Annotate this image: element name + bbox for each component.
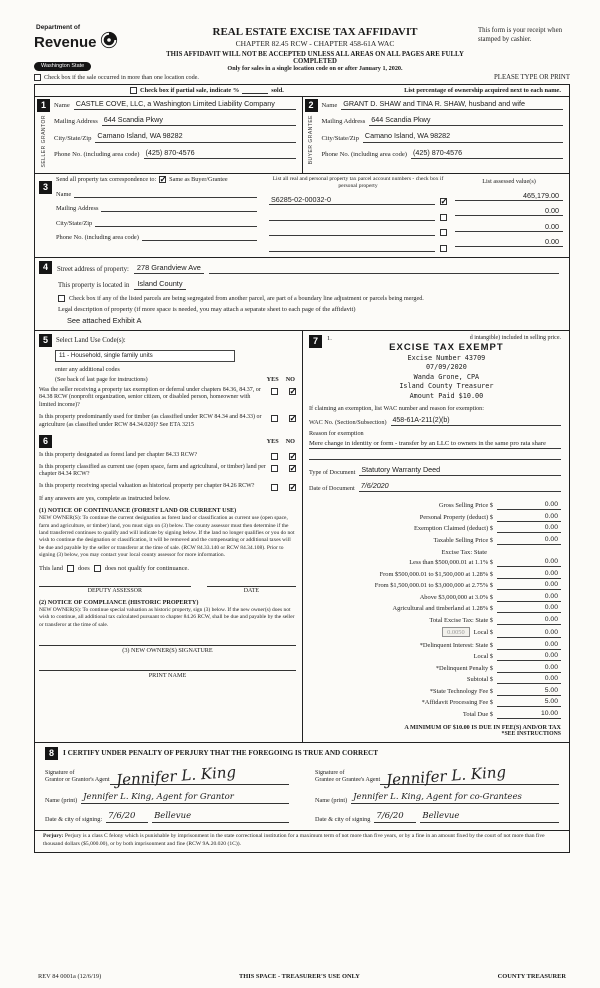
excise-tax-exempt-stamp: EXCISE TAX EXEMPT xyxy=(389,341,504,353)
grantee-date-city-label: Date & city of signing xyxy=(315,816,371,824)
list-item-prefix: 1. xyxy=(327,334,332,342)
notice-of-continuance-title: (1) NOTICE OF CONTINUANCE (FOREST LAND OR CURRENT USE) xyxy=(39,507,237,515)
current-use-question: Is this property classified as current use (open space, farm and agricultural, or timber) land per chapter 84.34 RCW? xyxy=(39,463,266,478)
send-correspondence-label: Send all property tax correspondence to: xyxy=(56,176,157,184)
personal-property-checkbox[interactable] xyxy=(440,214,447,221)
section-6-number: 6 xyxy=(39,435,52,448)
assessed-value-field[interactable]: 0.00 xyxy=(455,206,563,216)
yes-checkbox[interactable] xyxy=(271,453,278,460)
excise-stamp-area xyxy=(309,333,561,402)
buyer-city-label: City/State/Zip xyxy=(321,134,359,142)
does-qualify-checkbox[interactable] xyxy=(67,565,74,572)
grantor-signature: Jennifer L. King xyxy=(115,762,237,790)
seller-phone-label: Phone No. (including area code) xyxy=(54,151,140,159)
yes-checkbox[interactable] xyxy=(271,484,278,491)
personal-property-checkbox[interactable] xyxy=(440,229,447,236)
segregated-label: Check box if any of the listed parcels are being segregated from another parcel, are part of a boundary line adjustment or parcels being merged. xyxy=(69,294,424,302)
forest-land-question: Is this property designated as forest land per chapter 84.33 RCW? xyxy=(39,451,198,458)
dor-logo xyxy=(34,24,152,72)
revenue-wordmark: Revenue xyxy=(34,34,97,51)
selling-price-line-fragment: d intangible) included in selling price. xyxy=(469,334,561,341)
new-owner-signature-line[interactable]: (3) NEW OWNER(S) SIGNATURE xyxy=(39,645,296,654)
section-2-number: 2 xyxy=(305,99,318,112)
minimum-due-note: A MINIMUM OF $10.00 IS DUE IN FEE(S) AND/OR TAX xyxy=(404,723,561,731)
section-7-number: 7 xyxy=(309,335,322,348)
buyer-phone-field[interactable]: (425) 870-4576 xyxy=(411,148,563,159)
grantee-date-field[interactable]: 7/6/20 xyxy=(374,811,416,823)
total-due-field[interactable]: 10.00 xyxy=(497,710,561,719)
tier1-tax-field[interactable]: 0.00 xyxy=(497,558,561,567)
tier4-tax-field[interactable]: 0.00 xyxy=(497,593,561,602)
parcel-number-field[interactable] xyxy=(269,242,435,252)
grantee-signature-field[interactable] xyxy=(380,762,559,790)
grantor-name-print-field[interactable]: Jennifer L. King, Agent for Grantor xyxy=(81,792,289,804)
personal-property-checkbox[interactable] xyxy=(440,245,447,252)
buyer-city-field[interactable]: Camano Island, WA 98282 xyxy=(363,131,563,142)
dor-swirl-icon xyxy=(100,31,118,54)
affidavit-processing-fee-field[interactable]: 5.00 xyxy=(497,698,561,707)
notice-of-compliance-text: NEW OWNER(S): To continue special valuation as historic property, sign (3) below. If the new owner(s) does not wish to continue, all additional tax calculated pursuant to chapter 84.26 RCW, shall be due and payable by the seller or transferor at the time of sale. xyxy=(39,606,295,628)
seller-grantor-vertical-label: SELLER GRANTOR xyxy=(40,114,47,168)
correspondence-address-field[interactable] xyxy=(101,204,257,212)
treasurer-space-note: THIS SPACE - TREASURER'S USE ONLY xyxy=(239,973,360,980)
multi-location-label: Check box if the sale occurred in more than one location code. xyxy=(44,74,199,81)
seller-name-label: Name xyxy=(54,102,70,110)
notice-of-continuance-text: NEW OWNER(S): To continue the current designation as forest land or classification as current use (open space, farm and agriculture, or timber) land, you must sign on (3) below. The county assessor must then determine if the land transferred continues to qualify and will indicate by signing below. If the land no longer qualifies or you do not wish to continue the designation or classification, it will be removed and the compensating or additional taxes will be due and payable by the seller or transferor at the time of sale. (RCW 84.33.140 or RCW 84.34.108). Prior to signing (3) below, you may contact your local county assessor for more information. xyxy=(39,515,295,559)
assessed-values-header: List assessed value(s) xyxy=(482,178,536,186)
exemption-claimed-field[interactable]: 0.00 xyxy=(497,524,561,533)
partial-sale-percent-field[interactable] xyxy=(242,87,268,94)
grantee-name-print-field[interactable]: Jennifer L. King, Agent for co-Grantees xyxy=(351,792,559,804)
yes-checkbox[interactable] xyxy=(271,415,278,422)
partial-sale-suffix: sold. xyxy=(271,86,284,94)
section-3-number: 3 xyxy=(39,181,52,194)
stamp-date: 07/09/2020 xyxy=(425,363,467,372)
grantee-signature-block: Signature of Grantee or Grantee's Agent Jennifer L. King Name (print) Jennifer L. King, Agent for co-Grantees Date & city of signing 7/6/20 Bellevue xyxy=(315,770,559,824)
legal-description-label: Legal description of property (if more space is needed, you may attach a separate sheet to each page of the affidavit) xyxy=(58,305,356,313)
county-treasurer-label: COUNTY TREASURER xyxy=(497,973,566,980)
form-revision-number: REV 84 0001a (12/6/19) xyxy=(38,973,102,980)
does-not-qualify-checkbox[interactable] xyxy=(94,565,101,572)
washington-state-banner: Washington State xyxy=(34,62,91,71)
buyer-address-label: Mailing Address xyxy=(321,118,366,126)
correspondence-city-field[interactable] xyxy=(95,219,257,227)
legal-description-value[interactable]: See attached Exhibit A xyxy=(67,315,142,325)
yes-checkbox[interactable] xyxy=(271,388,278,395)
does-label: does xyxy=(77,564,90,572)
seller-address-label: Mailing Address xyxy=(54,118,98,126)
exemption-deferral-question: Was the seller receiving a property tax exemption or deferral under chapters 84.36, 84.37, or 84.38 RCW (nonprofit organization, senior citizen, or disabled person, homeowner with limited income)? xyxy=(39,386,261,409)
seller-section xyxy=(35,97,302,173)
local-tax-field[interactable]: 0.00 xyxy=(497,629,561,638)
date-of-document-field[interactable]: 7/6/2020 xyxy=(359,481,561,492)
receipt-note: This form is your receipt when stamped by cashier. xyxy=(478,27,562,43)
treasurer-title: Island County Treasurer xyxy=(399,382,494,391)
buyer-name-field[interactable]: GRANT D. SHAW and TINA R. SHAW, husband and wife xyxy=(341,99,563,110)
no-checkbox[interactable] xyxy=(289,484,296,491)
excise-number: Excise Number 43709 xyxy=(407,353,486,362)
see-back-note: (See back of last page for instructions) xyxy=(55,376,148,383)
buyer-address-field[interactable]: 644 Scandia Pkwy xyxy=(369,115,563,126)
personal-property-field[interactable]: 0.00 xyxy=(497,513,561,522)
no-checkbox[interactable] xyxy=(289,465,296,472)
grantee-city-field[interactable]: Bellevue xyxy=(420,811,559,823)
state-technology-fee-field[interactable]: 5.00 xyxy=(497,687,561,696)
form-footer xyxy=(34,969,570,980)
subtotal-field[interactable]: 0.00 xyxy=(497,675,561,684)
seller-city-label: City/State/Zip xyxy=(54,134,92,142)
notice-of-compliance-title: (2) NOTICE OF COMPLIANCE (HISTORIC PROPERTY) xyxy=(39,598,199,606)
taxable-selling-price-field[interactable]: 0.00 xyxy=(497,536,561,545)
grantor-name-print-label: Name (print) xyxy=(45,797,78,805)
excise-tax-state-header: Excise Tax: State xyxy=(441,548,487,556)
type-of-document-field[interactable]: Statutory Warranty Deed xyxy=(359,465,561,476)
multi-location-checkbox[interactable] xyxy=(34,74,41,81)
delinquent-penalty-field[interactable]: 0.00 xyxy=(497,664,561,673)
yes-checkbox[interactable] xyxy=(271,465,278,472)
type-of-document-label: Type of Document xyxy=(309,468,356,476)
buyer-section xyxy=(302,97,570,173)
land-use-code-field[interactable]: 11 - Household, single family units xyxy=(55,350,235,362)
agricultural-tax-field[interactable]: 0.00 xyxy=(497,604,561,613)
parcel-number-field[interactable] xyxy=(269,211,435,221)
this-land-label: This land xyxy=(39,564,63,572)
street-address-label: Street address of property: xyxy=(57,265,129,273)
ownership-note: List percentage of ownership acquired next to each name. xyxy=(404,86,561,94)
grantor-signature-block: Signature of Grantor or Grantor's Agent Jennifer L. King Name (print) Jennifer L. King, Agent for Grantor Date & city of signing: 7/6/20 Bellevue xyxy=(45,770,289,824)
street-address-field[interactable]: 278 Grandview Ave xyxy=(134,263,204,274)
treasurer-stamp xyxy=(389,341,503,402)
parcel-number-field[interactable]: S6285-02-00032-0 xyxy=(269,195,435,205)
perjury-notice xyxy=(35,830,569,852)
grantor-signature-field[interactable] xyxy=(110,762,289,790)
seller-name-field[interactable]: CASTLE COVE, LLC, a Washington Limited Liability Company xyxy=(74,99,296,110)
wac-number-field[interactable]: 458-61A-211(2)(b) xyxy=(391,417,561,426)
certification-title: I CERTIFY UNDER PENALTY OF PERJURY THAT THE FOREGOING IS TRUE AND CORRECT xyxy=(63,749,378,758)
grantor-city-field[interactable]: Bellevue xyxy=(152,811,289,823)
classification-section: 6 YES NO Is this property designated as forest land per chapter 84.33 RCW? ✓ Is this property classified as current use (open space, farm and agricultural, or timber) land per chapter 84.34 RCW? ✓ Is this property receiving special valuation as historical property per chapter 84.26 RCW? ✓ If any answers are yes, complete as instructed below. (1) NOTICE OF CONTINUANCE (FOREST LAND OR CURRENT USE) NEW OWNER(S): To continue the current designation as forest land or classification as current use (open space, farm and agriculture, or timber) land, you must sign on (3) below. The county assessor must then determine if the land transferred continues to qualify and will indicate by signing below. If the land no longer qualifies or you do not wish to continue the designation or classification, it will be removed and the compensating or additional taxes will be due and payable by the seller or transferor at the time of sale. (RCW 84.33.140 or RCW 84.34.108). Prior to signing (3) below, you may contact your local county assessor for more information. This land does does not qualify for continuance. DEPUTY ASSESSOR DATE (2) NOTICE OF COMPLIANCE (HISTORIC PROPERTY) NEW OWNER(S): To continue special valuation as historic property, sign (3) below. If the new owner(s) does not wish to continue, all additional tax calculated pursuant to chapter 84.26 RCW, shall be due and payable by the seller or transferor at the time of sale. (3) NEW OWNER(S) SIGNATURE PRINT NAME xyxy=(39,435,296,679)
date-of-document-label: Date of Document xyxy=(309,484,355,492)
dept-of-label: Department of xyxy=(36,24,81,31)
seller-phone-field[interactable]: (425) 870-4576 xyxy=(144,148,296,159)
grantor-date-city-label: Date & city of signing: xyxy=(45,816,103,824)
same-as-buyer-label: Same as Buyer/Grantee xyxy=(169,176,228,184)
additional-codes-label: enter any additional codes xyxy=(55,365,120,373)
treasurer-name: Wanda Grone, CPA xyxy=(413,372,480,381)
perjury-lead: Perjury: xyxy=(43,833,64,840)
delinquent-interest-local-field[interactable]: 0.00 xyxy=(497,652,561,661)
segregated-checkbox[interactable] xyxy=(58,295,65,302)
parcel-number-field[interactable] xyxy=(269,226,435,236)
local-rate-box: 0.0050 xyxy=(442,627,470,637)
tier2-tax-field[interactable]: 0.00 xyxy=(497,570,561,579)
personal-property-checkbox[interactable] xyxy=(440,198,447,205)
wac-number-label: WAC No. (Section/Subsection) xyxy=(309,418,387,426)
partial-sale-checkbox[interactable] xyxy=(130,87,137,94)
amount-paid: Amount Paid $10.00 xyxy=(409,392,484,400)
correspondence-name-field[interactable] xyxy=(74,190,257,198)
does-not-label: does not qualify for continuance. xyxy=(104,564,189,572)
see-instructions-note: *SEE INSTRUCTIONS xyxy=(501,730,561,737)
land-use-section: 5 Select Land Use Code(s): 11 - Household, single family units enter any additional codes (See back of last page for instructions) YES NO Was the seller receiving a property tax exemption or deferral under chapters 84.36, 84.37, or 84.38 RCW (nonprofit organization, senior citizen, or disabled person, homeowner with limited income)? ✓ Is this property predominantly used for timber (as classified under RCW 84.34 and 84.33) or agriculture (as classified under RCW 84.34.020)? See ETA 3215 ✓ xyxy=(39,334,296,430)
reason-for-exemption-field[interactable]: Mere change in identity or form - transfer by an LLC to owners in the same pro rata share xyxy=(309,438,561,460)
grantee-signature: Jennifer L. King xyxy=(385,762,507,790)
correspondence-phone-field[interactable] xyxy=(142,233,257,241)
perjury-text: Perjury is a class C felony which is punishable by imprisonment in the state correctional institution for a maximum term of not more than five years, or by a fine in an amount fixed by the court of not more than five thousand dollars ($5,000.00), or by both imprisonment and fine (RCW 9A.20.020 (1C)). xyxy=(43,833,545,847)
deputy-date-line[interactable]: DATE xyxy=(207,586,296,594)
exemption-claim-note: If claiming an exemption, list WAC number and reason for exemption: xyxy=(309,404,484,412)
section-8-number: 8 xyxy=(45,747,58,760)
timber-agriculture-question: Is this property predominantly used for timber (as classified under RCW 84.34 and 84.33) or agriculture (as classified under RCW 84.34.020)? See ETA 3215 xyxy=(39,414,262,428)
property-address-section xyxy=(35,257,569,330)
assessed-value-field[interactable]: 0.00 xyxy=(455,222,563,232)
certification-section xyxy=(35,742,569,831)
seller-address-field[interactable]: 644 Scandia Pkwy xyxy=(102,115,296,126)
form-title: REAL ESTATE EXCISE TAX AFFIDAVIT xyxy=(212,26,418,38)
form-subtitle: CHAPTER 82.45 RCW - CHAPTER 458-61A WAC xyxy=(235,39,395,48)
historic-property-question: Is this property receiving special valuation as historical property per chapter 84.26 RCW? xyxy=(39,483,255,490)
assessed-value-field[interactable]: 0.00 xyxy=(455,237,563,247)
reason-for-exemption-label: Reason for exemption xyxy=(309,429,364,437)
section-5-number: 5 xyxy=(39,334,52,347)
if-yes-note: If any answers are yes, complete as instructed below. xyxy=(39,495,171,503)
deputy-assessor-signature-line[interactable]: DEPUTY ASSESSOR xyxy=(39,586,191,594)
grantee-name-print-label: Name (print) xyxy=(315,797,348,805)
affidavit-form xyxy=(34,84,570,853)
grantor-date-field[interactable]: 7/6/20 xyxy=(106,811,148,823)
section-4-number: 4 xyxy=(39,261,52,274)
delinquent-interest-state-field[interactable]: 0.00 xyxy=(497,641,561,650)
no-checkbox[interactable] xyxy=(289,453,296,460)
section-1-number: 1 xyxy=(37,99,50,112)
gross-selling-price-field[interactable]: 0.00 xyxy=(497,501,561,510)
seller-city-field[interactable]: Camano Island, WA 98282 xyxy=(95,131,295,142)
same-as-buyer-checkbox[interactable] xyxy=(159,176,166,183)
buyer-phone-label: Phone No. (including area code) xyxy=(321,151,408,159)
total-state-excise-field[interactable]: 0.00 xyxy=(497,616,561,625)
located-in-label: This property is located in xyxy=(58,281,130,289)
land-use-title: Select Land Use Code(s): xyxy=(56,336,126,344)
assessed-value-field[interactable]: 465,179.00 xyxy=(455,191,563,201)
tax-correspondence-section: 3 Send all property tax correspondence to: ✓ Same as Buyer/Grantee Name Mailing Address City/State/Zip Phone No. (including area code) List all real and personal property tax parcel account numbers - check box if personal property S6285-02-00032-0 ✓ List assessed value(s) 465,179.00 0.00 0.00 0.00 xyxy=(35,173,569,256)
buyer-grantee-vertical-label: BUYER GRANTEE xyxy=(308,114,314,165)
buyer-name-label: Name xyxy=(321,102,338,110)
tax-computation: Gross Selling Price $ 0.00 Personal Property (deduct) $ 0.00 Exemption Claimed (deduct) $ 0.00 Taxable Selling Price $ 0.00 Excise Tax: State Less than $500,000.01 at 1.1% $ 0.00 From $500,000.01 to $1,500,000 at 1.28% $ 0.00 From $1,500,000.01 to $3,000,000 at 2.75% $ 0.00 Above $3,000,000 at 3.0% $ 0.00 Agricultural and timberland at 1.28% $ 0.00 Total Excise Tax: State $ 0.00 0.0050 Local $ 0.00 *Delinquent Interest: State $ 0.00 Local $ 0.00 *Delinquent Penalty $ 0.00 Subtotal $ 0.00 *State Technology Fee $ 5.00 *Affidavit Processing Fee $ 5.00 Total Due $ 10.00 A MINIMUM OF $10.00 IS DUE IN FEE(S) AND/OR TAX *SEE INSTRUCTIONS xyxy=(309,499,561,737)
partial-sale-label: Check box if partial sale, indicate % xyxy=(140,86,240,94)
located-county-field[interactable]: Island County xyxy=(134,279,185,290)
single-location-note: Only for sales in a single location code on or after January 1, 2020. xyxy=(227,65,403,72)
completion-warning: THIS AFFIDAVIT WILL NOT BE ACCEPTED UNLESS ALL AREAS ON ALL PAGES ARE FULLY COMPLETED xyxy=(166,51,464,65)
no-checkbox[interactable] xyxy=(289,415,296,422)
parcel-numbers-header: List all real and personal property tax parcel account numbers - check box if personal property xyxy=(272,176,444,189)
page-header xyxy=(34,24,570,72)
type-or-print-note: PLEASE TYPE OR PRINT xyxy=(494,74,570,81)
no-checkbox[interactable] xyxy=(289,388,296,395)
tier3-tax-field[interactable]: 0.00 xyxy=(497,581,561,590)
print-name-line[interactable]: PRINT NAME xyxy=(39,670,296,679)
